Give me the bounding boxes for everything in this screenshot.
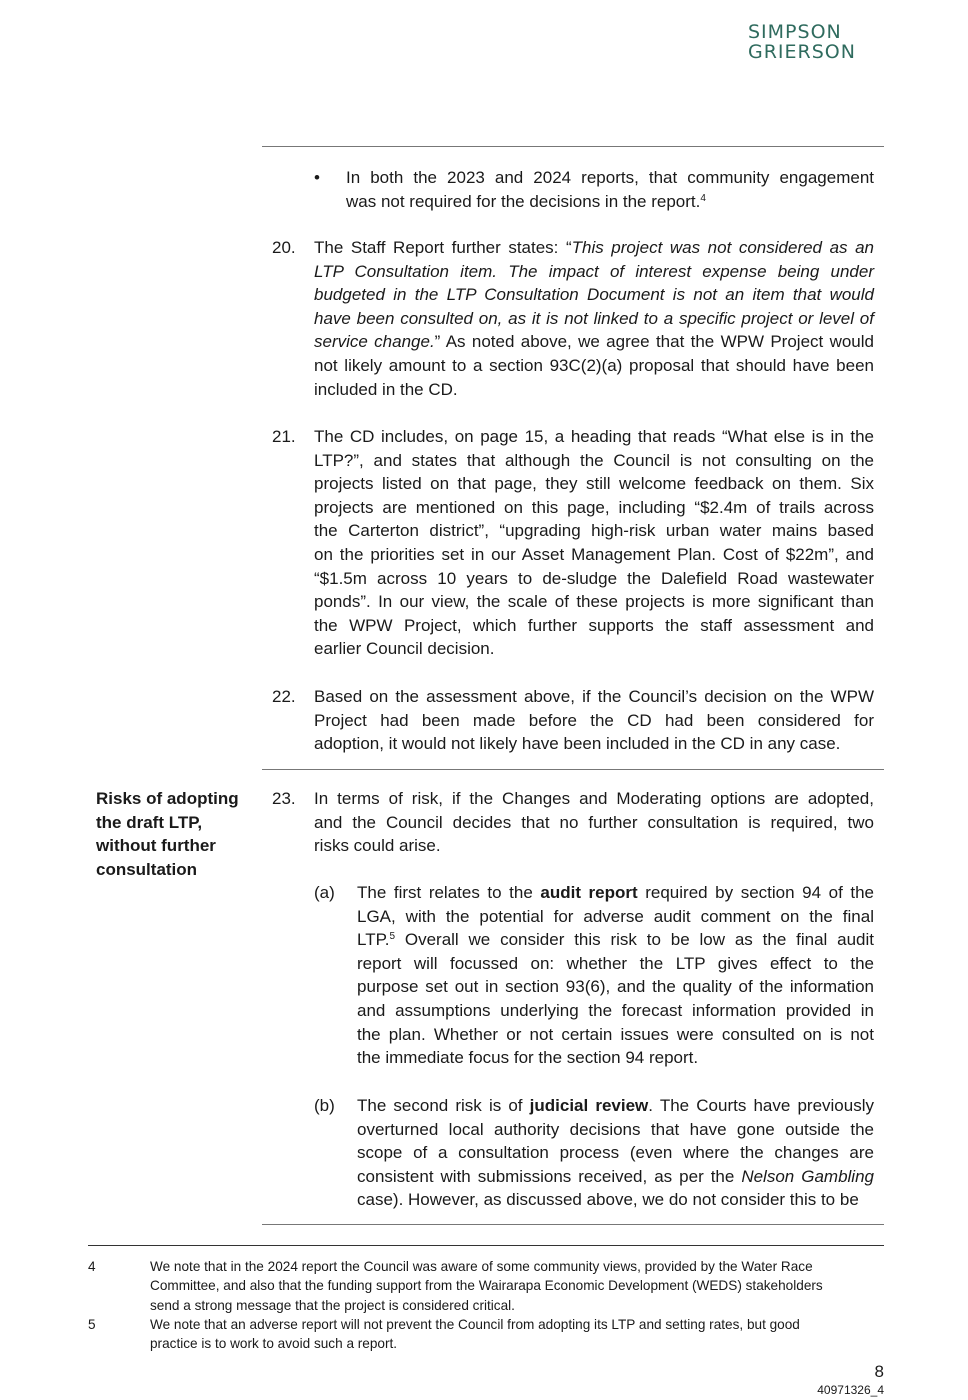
logo-line-1: SIMPSON — [748, 21, 842, 43]
paragraph-number: 20. — [272, 238, 296, 257]
logo-line-2: GRIERSON — [748, 41, 856, 63]
footnote-text: We note that in the 2024 report the Council was aware of some community views, provided by the Water Race Committee, and also that the funding support from the Wairarapa Economic Development (WEDS) stakeholders send a strong message that the project is considered critical. — [150, 1259, 823, 1313]
footnote-ref-5: 5 — [389, 931, 396, 943]
paragraph-number: 21. — [272, 427, 296, 446]
bullet-icon: • — [314, 168, 320, 187]
subparagraph-label: (a) — [314, 883, 335, 902]
subparagraph-text: The first relates to the audit report required by section 94 of the LGA, with the potential for adverse audit comment on the final LTP.$^5$ Overall we consider this risk to be low as the final audit report will focussed on: whether the LTP gives effect to the purpose set out in section 93(6), and the quality of the information and assumptions underlying the forecast information provided in the plan. Whether or not certain issues were consulted on is not the immediate focus for the section 94 report. — [357, 883, 874, 1068]
bullet-last-line: was not required for the decisions in the report.$^4$ — [346, 191, 706, 211]
paragraph-text: In terms of risk, if the Changes and Moderating options are adopted, and the Council decides that no further consultation is required, two risks could arise. — [314, 789, 874, 856]
paragraph-text: The CD includes, on page 15, a heading that reads “What else is in the LTP?”, and states that although the Council is not consulting on the projects listed on that page, they still welcome feedback on them. Six projects are mentioned on this page, including “$2.4m of trails across the Carterton district”, “upgrading high-risk urban water mains based on the priorities set in our Asset Management Plan. Cost of $22m”, and “$1.5m across 10 years to de-sludge the Dalefield Road wastewater ponds”. In our view, the scale of these projects is more significant than the WPW Project, which further supports the staff assessment and earlier Council decision. — [314, 427, 874, 659]
section-rule-middle — [262, 769, 884, 770]
section-rule-top — [262, 146, 884, 147]
footnote-number: 5 — [88, 1317, 96, 1332]
simpson-grierson-logo — [748, 22, 888, 66]
bullet-item — [346, 166, 874, 213]
bullet-line: In both the 2023 and 2024 reports, that community engagement — [346, 168, 874, 187]
document-id: 40971326_4 — [817, 1383, 884, 1397]
footnote-text: We note that an adverse report will not prevent the Council from adopting its LTP and setting rates, but good practice is to work to avoid such a report. — [150, 1317, 800, 1352]
paragraph-text: The Staff Report further states: “This project was not considered as an LTP Consultation item. The impact of interest expense being under budgeted in the LTP Consultation Document is not an item that would have been consulted on, as it is not linked to a specific project or level of service change.” As noted above, we agree that the WPW Project would not likely amount to a section 93C(2)(a) proposal that should have been included in the CD. — [314, 238, 874, 399]
footnote-separator — [88, 1245, 884, 1246]
paragraph-number: 22. — [272, 687, 296, 706]
footnote-ref-4: 4 — [700, 192, 706, 204]
section-rule-bottom — [262, 1224, 884, 1225]
page-number: 8 — [874, 1362, 884, 1381]
paragraph-text: Based on the assessment above, if the Council’s decision on the WPW Project had been made before the CD had been considered for adoption, it would not likely have been included in the CD in any case. — [314, 687, 874, 754]
paragraph-number: 23. — [272, 789, 296, 808]
side-heading-risks: Risks of adopting the draft LTP, without further consultation — [96, 789, 239, 879]
subparagraph-text: The second risk is of judicial review. The Courts have previously overturned local authority decisions that have gone outside the scope of a consultation process (even where the changes are consistent with submissions received, as per the Nelson Gambling case). However, as discussed above, we do not consider this to be — [357, 1096, 874, 1210]
subparagraph-label: (b) — [314, 1096, 335, 1115]
footnote-number: 4 — [88, 1259, 96, 1274]
